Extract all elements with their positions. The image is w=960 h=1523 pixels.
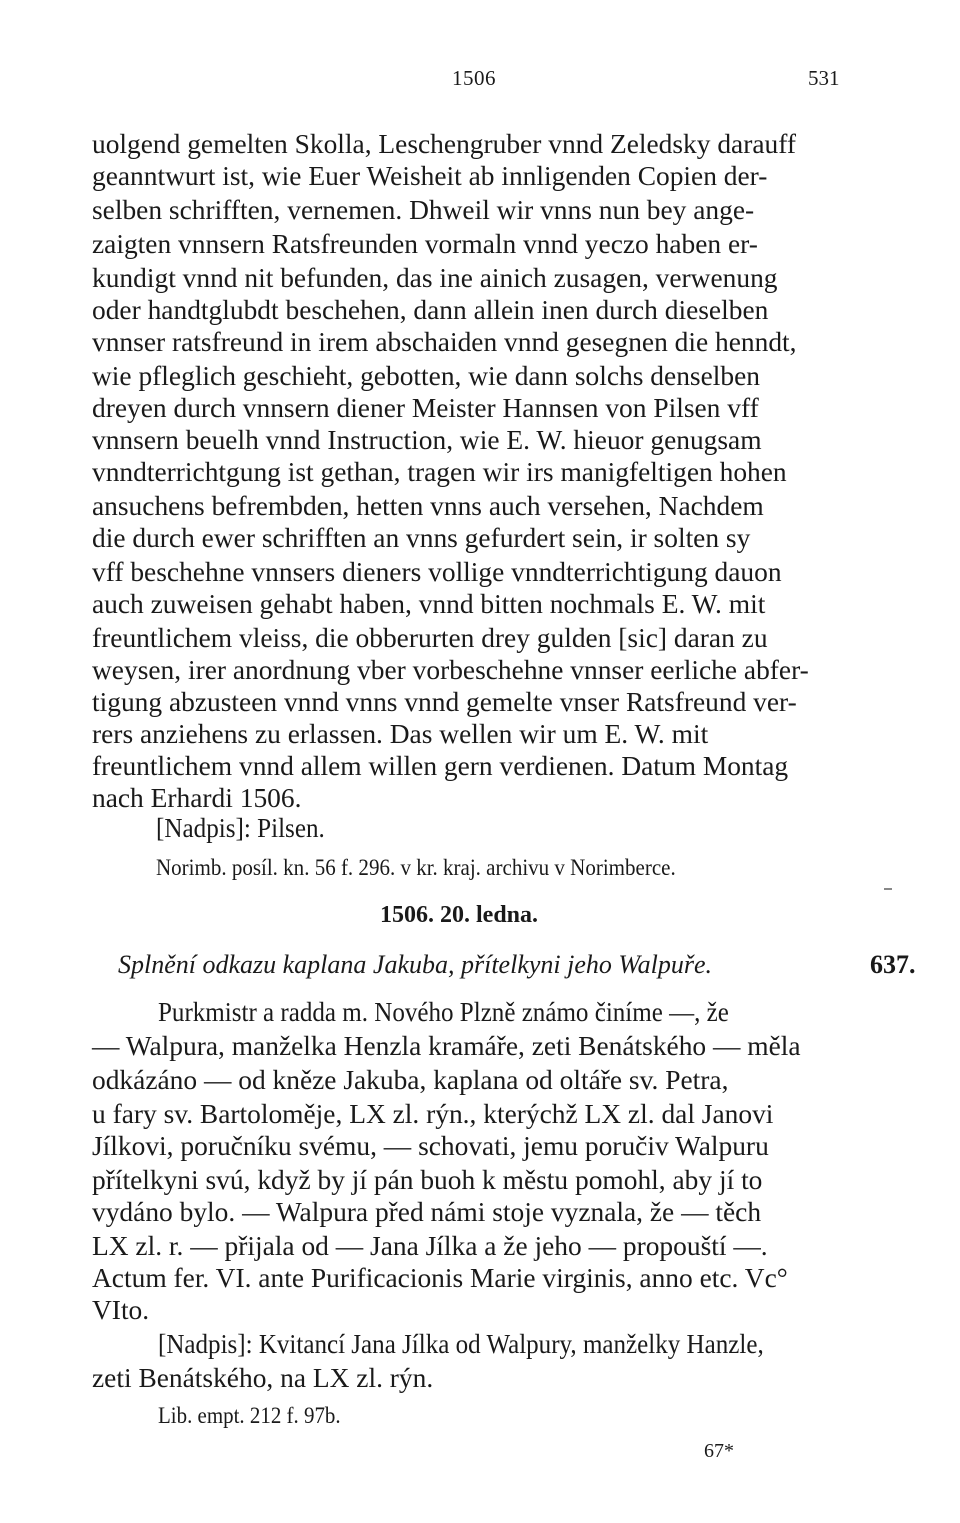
entry-address-line: zeti Benátského, na LX zl. rýn. xyxy=(92,1362,434,1393)
entry-line: přítelkyni svú, když by jí pán buoh k městu pomohl, aby jí to xyxy=(92,1164,763,1195)
entry-line: u fary sv. Bartoloměje, LX zl. rýn., kterýchž LX zl. dal Janovi xyxy=(92,1098,774,1129)
print-mark xyxy=(884,888,892,890)
letter-line: freuntlichem vnnd allem willen gern verdienen. Datum Montag xyxy=(92,750,789,781)
running-header-year: 1506 xyxy=(452,66,496,90)
signature-mark: 67* xyxy=(704,1440,734,1462)
page-number: 531 xyxy=(808,66,840,90)
entry-number: 637. xyxy=(870,950,916,979)
letter-line: die durch ewer schrifften an vnns gefurdert sein, ir solten sy xyxy=(92,522,751,553)
letter-line: selben schrifften, vernemen. Dhweil wir vnns nun bey ange- xyxy=(92,194,755,225)
letter-line: oder handtglubdt beschehen, dann allein inen durch dieselben xyxy=(92,294,769,325)
letter-line: vnnsern beuelh vnnd Instruction, wie E. W. hieuor genugsam xyxy=(92,424,762,455)
letter-line: auch zuweisen gehabt haben, vnnd bitten nochmals E. W. mit xyxy=(92,588,766,619)
letter-line: vnndterrichtgung ist gethan, tragen wir irs manigfeltigen hohen xyxy=(92,456,787,487)
letter-line: geanntwurt ist, wie Euer Weisheit ab innligenden Copien der- xyxy=(92,160,768,191)
letter-line: wie pfleglich geschieht, gebotten, wie dann solchs denselben xyxy=(92,360,760,391)
letter-line: vnnser ratsfreund in irem abschaiden vnnd gesegnen die henndt, xyxy=(92,326,797,357)
letter-line: uolgend gemelten Skolla, Leschengruber vnnd Zeledsky darauff xyxy=(92,128,797,159)
entry-line: vydáno bylo. — Walpura před námi stoje vyznala, že — těch xyxy=(92,1196,762,1227)
entry-line: LX zl. r. — přijala od — Jana Jílka a že jeho — propouští —. xyxy=(92,1230,768,1261)
entry-line: odkázáno — od kněze Jakuba, kaplana od oltáře sv. Petra, xyxy=(92,1064,729,1095)
letter-line: tigung abzusteen vnnd vnns vnnd gemelte vnser Ratsfreund ver- xyxy=(92,686,797,717)
letter-line: freuntlichem vleiss, die obberurten drey gulden [sic] daran zu xyxy=(92,622,768,653)
letter-line: kundigt vnnd nit befunden, das ine ainich zusagen, verwenung xyxy=(92,262,778,293)
entry-line: Actum fer. VI. ante Purificacionis Marie virginis, anno etc. Vc° xyxy=(92,1262,788,1293)
entry-source: Lib. empt. 212 f. 97b. xyxy=(158,1403,341,1428)
letter-address: [Nadpis]: Pilsen. xyxy=(156,812,325,843)
letter-line: vff beschehne vnnsers dieners vollige vnndterrichtigung dauon xyxy=(92,556,782,587)
letter-source: Norimb. posíl. kn. 56 f. 296. v kr. kraj. archivu v Norimberce. xyxy=(156,855,676,880)
entry-address-line: [Nadpis]: Kvitancí Jana Jílka od Walpury, manželky Hanzle, xyxy=(158,1328,764,1359)
letter-line: ansuchens befrembden, hetten vnns auch versehen, Nachdem xyxy=(92,490,764,521)
letter-line: nach Erhardi 1506. xyxy=(92,782,302,813)
letter-line: weysen, irer anordnung vber vorbeschehne vnnser eerliche abfer- xyxy=(92,654,809,685)
entry-title: Splnění odkazu kaplana Jakuba, přítelkyni jeho Walpuře. xyxy=(118,950,713,979)
entry-line: — Walpura, manželka Henzla kramáře, zeti Benátského — měla xyxy=(92,1030,801,1061)
entry-date: 1506. 20. ledna. xyxy=(380,902,539,928)
letter-line: dreyen durch vnnsern diener Meister Hannsen von Pilsen vff xyxy=(92,392,759,423)
entry-line: Purkmistr a radda m. Nového Plzně známo činíme —, že xyxy=(158,996,729,1027)
letter-line: zaigten vnnsern Ratsfreunden vormaln vnnd yeczo haben er- xyxy=(92,228,758,259)
entry-line: Jílkovi, poručníku svému, — schovati, jemu poručiv Walpuru xyxy=(92,1130,769,1161)
letter-line: rers anziehens zu erlassen. Das wellen wir um E. W. mit xyxy=(92,718,709,749)
entry-line: VIto. xyxy=(92,1294,150,1325)
